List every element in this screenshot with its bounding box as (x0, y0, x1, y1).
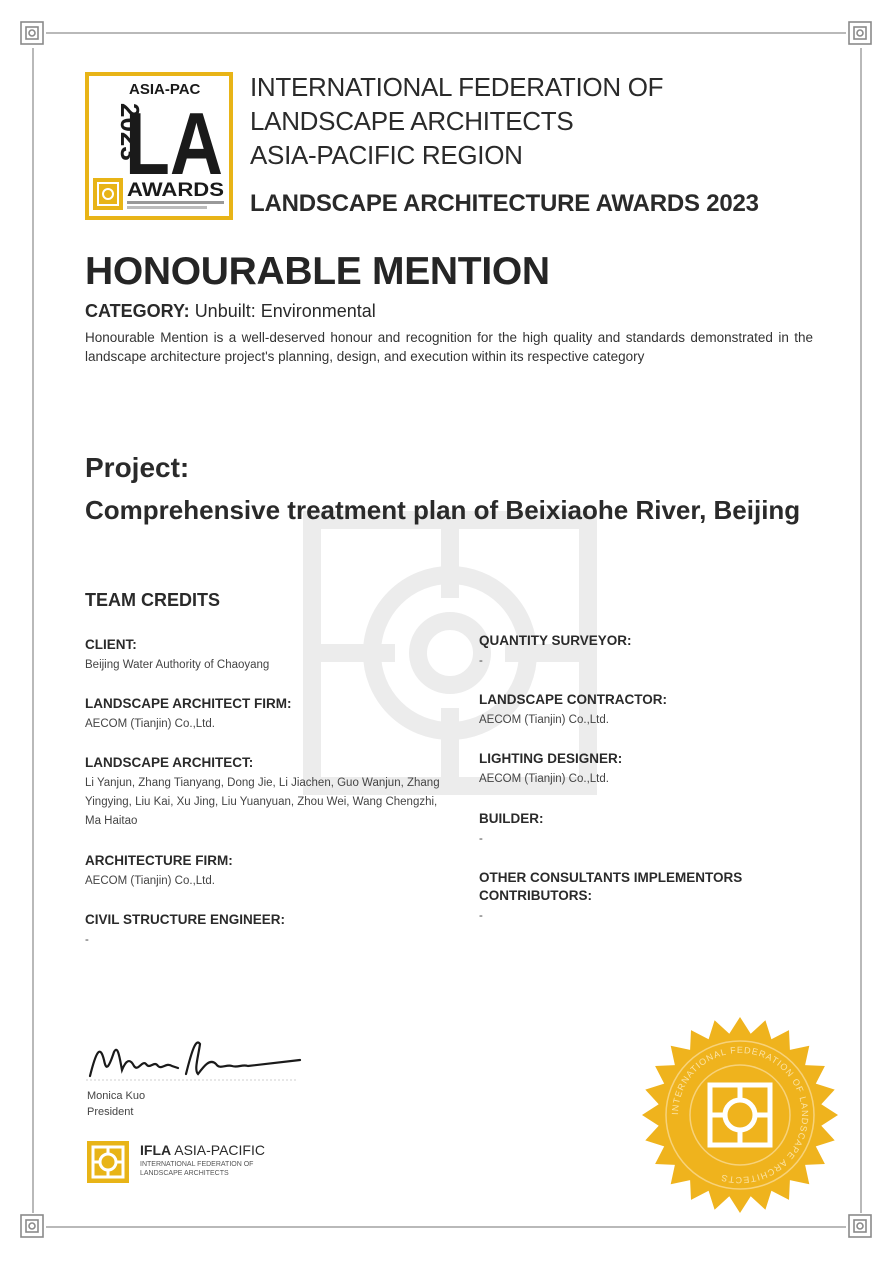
credit-lighting-designer (479, 750, 849, 789)
credit-value: - (85, 934, 89, 946)
credit-value: AECOM (Tianjin) Co.,Ltd. (85, 718, 215, 730)
credit-builder (479, 810, 849, 849)
signature (82, 1030, 312, 1090)
gold-seal-icon (640, 1015, 840, 1215)
logo-year: 2023 (115, 103, 145, 161)
frame-top-line (46, 32, 846, 34)
credit-value: - (479, 833, 483, 845)
la-awards-logo (85, 72, 233, 220)
logo-mark: LA (125, 94, 223, 193)
credit-value: - (479, 655, 483, 667)
credit-value: AECOM (Tianjin) Co.,Ltd. (479, 714, 609, 726)
corner-ornament-icon (20, 21, 44, 45)
ifla-subtitle: INTERNATIONAL FEDERATION OF LANDSCAPE ARCHITECTS (140, 1161, 254, 1177)
seal-text: INTERNATIONAL FEDERATION OF LANDSCAPE ARCHITECTS (669, 1044, 811, 1186)
organization-name (250, 70, 663, 172)
category-label: CATEGORY: (85, 301, 190, 321)
credit-civil-structure-engineer (85, 911, 455, 950)
ifla-emblem-icon (86, 1140, 130, 1184)
corner-ornament-icon (848, 21, 872, 45)
org-line-2: LANDSCAPE ARCHITECTS (250, 106, 574, 136)
credit-value: AECOM (Tianjin) Co.,Ltd. (85, 875, 215, 887)
org-line-3: ASIA-PACIFIC REGION (250, 140, 523, 170)
award-category (85, 301, 376, 322)
project-label: Project: (85, 452, 190, 483)
credit-label: OTHER CONSULTANTS IMPLEMENTORS CONTRIBUTORS: (479, 870, 743, 903)
credit-label: LANDSCAPE ARCHITECT: (85, 755, 254, 770)
credit-architecture-firm (85, 852, 455, 891)
signatory-name: Monica Kuo (87, 1090, 146, 1102)
credit-label: QUANTITY SURVEYOR: (479, 633, 632, 648)
org-line-1: INTERNATIONAL FEDERATION OF (250, 72, 664, 102)
credit-client (85, 636, 455, 675)
credit-value: - (479, 910, 483, 922)
credit-label: LANDSCAPE CONTRACTOR: (479, 692, 667, 707)
credit-value: Li Yanjun, Zhang Tianyang, Dong Jie, Li Jiachen, Guo Wanjun, Zhang Yingying, Liu Kai, Xu Jing, Liu Yuanyuan, Zhou Wei, Wang Chengzhi, Ma Haitao (85, 777, 440, 827)
corner-ornament-icon (848, 1214, 872, 1238)
frame-left-line (32, 48, 34, 1213)
award-description: Honourable Mention is a well-deserved honour and recognition for the high quality and standards demonstrated in the landscape architecture project's planning, design, and execution within its respective category (85, 330, 813, 364)
credit-label: CLIENT: (85, 637, 137, 652)
logo-awards: AWARDS (127, 180, 224, 201)
signatory-title: President (87, 1106, 134, 1118)
logo-region: ASIA-PAC (129, 81, 201, 98)
frame-right-line (860, 48, 862, 1213)
credit-value: AECOM (Tianjin) Co.,Ltd. (479, 773, 609, 785)
award-program-title: LANDSCAPE ARCHITECTURE AWARDS 2023 (250, 190, 759, 217)
credit-landscape-architect (85, 754, 447, 831)
team-credits-heading: TEAM CREDITS (85, 590, 220, 610)
signatory (87, 1088, 145, 1120)
credit-value: Beijing Water Authority of Chaoyang (85, 659, 270, 671)
project-name: Comprehensive treatment plan of Beixiaohe River, Beijing (85, 495, 801, 525)
ifla-asia-pacific-logo (140, 1142, 270, 1178)
category-value: Unbuilt: Environmental (194, 301, 376, 321)
credit-quantity-surveyor (479, 632, 849, 671)
corner-ornament-icon (20, 1214, 44, 1238)
frame-bottom-line (46, 1226, 846, 1228)
credit-label: BUILDER: (479, 811, 544, 826)
credit-label: ARCHITECTURE FIRM: (85, 853, 233, 868)
ifla-title-bold: IFLA (140, 1142, 172, 1158)
credit-label: CIVIL STRUCTURE ENGINEER: (85, 912, 286, 927)
ifla-title-rest: ASIA-PACIFIC (171, 1142, 265, 1158)
credit-landscape-contractor (479, 691, 849, 730)
credit-label: LIGHTING DESIGNER: (479, 751, 623, 766)
ifla-title (140, 1142, 270, 1158)
credit-landscape-architect-firm (85, 695, 455, 734)
credit-label: LANDSCAPE ARCHITECT FIRM: (85, 696, 292, 711)
award-level: HONOURABLE MENTION (85, 250, 550, 293)
credit-other-consultants (479, 869, 779, 926)
